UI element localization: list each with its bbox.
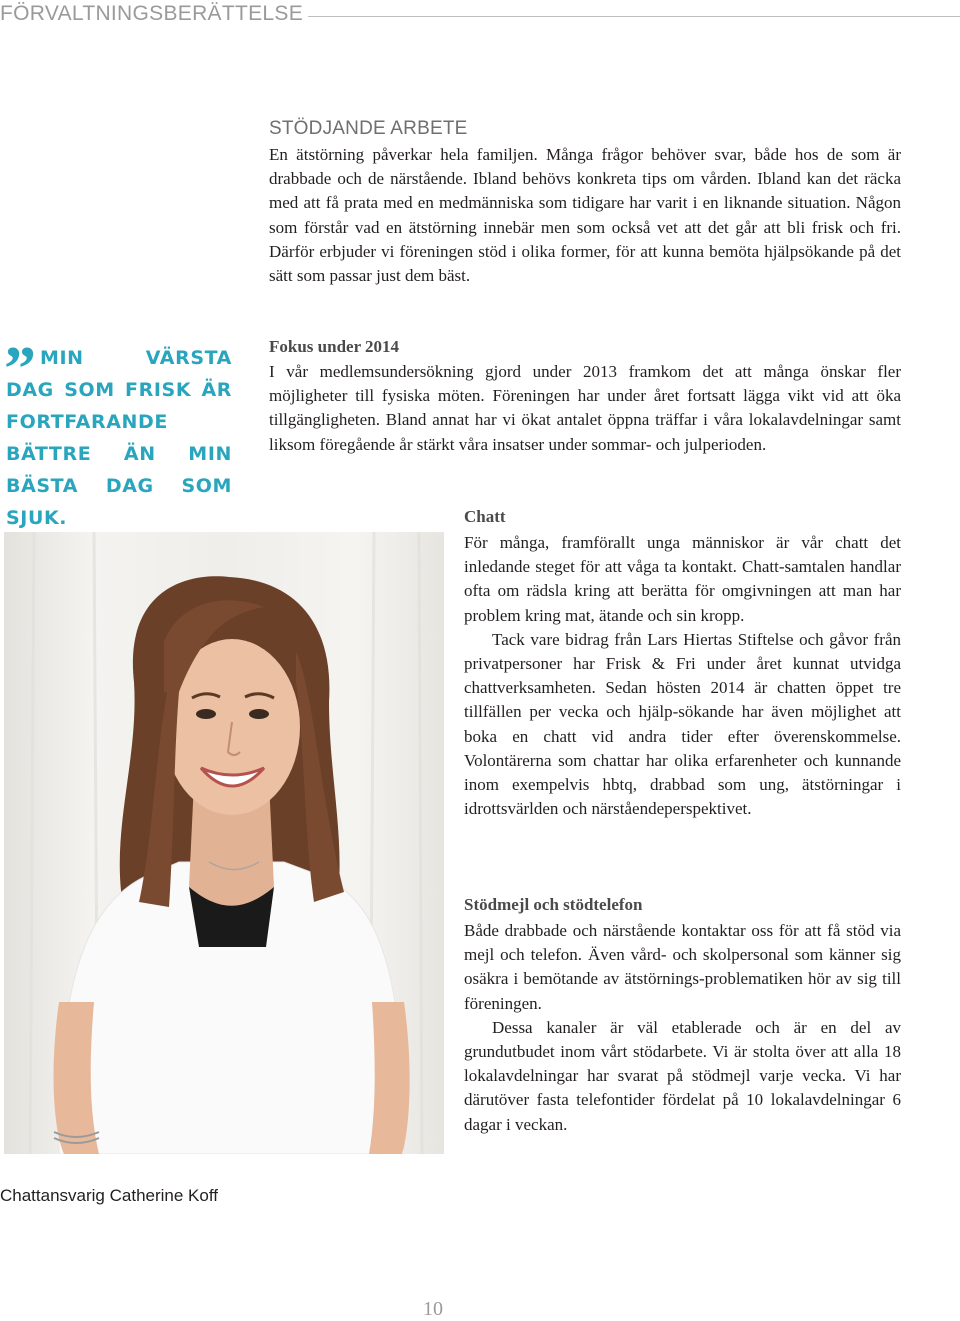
heading-stodmejl: Stödmejl och stödtelefon (464, 895, 643, 914)
header-rule (308, 16, 960, 17)
pull-quote-text: MIN VÄRSTA DAG SOM FRISK ÄR FORTFARANDE BÄTTRE ÄN MIN BÄSTA DAG SOM SJUK. (6, 347, 232, 529)
pull-quote (6, 342, 232, 534)
chatt-paragraph-1: För många, framförallt unga människor är vår chatt det inledande steget för att våga ta kontakt. Chatt-samtalen handlar ofta om rädsla kring att berätta för omgivningen att man har problem kring mat, ätande och sin kropp. (464, 533, 901, 625)
chatt-paragraph-2: Tack vare bidrag från Lars Hiertas Stiftelse och gåvor från privatpersoner har Frisk & Fri under året kunnat utvidga chattverksamheten. Sedan hösten 2014 är chatten öppet tre tillfällen per vecka och hjälp-sökande har även möjlighet att boka en chatt vid andra tider efter överenskommelse. Volontärerna som chattar har olika erfarenheter och kunnande inom exempelvis hbtq, drabbad som ung, ätstörningar i idrottsvärlden och närståendeperspektivet. (464, 629, 901, 819)
chatt-paragraphs (464, 531, 901, 821)
intro-paragraph: En ätstörning påverkar hela familjen. Många frågor behöver svar, både hos de som är drabbade och de närstående. Ibland behövs konkreta tips om vården. Ibland kan det räcka med att få prata med en medmänniska som tidigare har varit i en liknande situation. Någon som förstår vad en ätstörning innebär men som också vet att det går att bli frisk och fri. Därför erbjuder vi föreningen stöd i olika former, för att kunna bemöta hjälpsökande på det sätt som passar just dem bäst. (269, 145, 901, 286)
stodmejl-paragraph-2: Dessa kanaler är väl etablerade och är en del av grundutbudet inom vårt stödarbete. Vi är stolta över att alla 18 lokalavdelningar har svarat på stödmejl varje vecka. Vi har därutöver fasta telefontider fördelat på 10 lokalavdelningar 6 dagar i veckan. (464, 1017, 901, 1134)
photo-caption: Chattansvarig Catherine Koff (0, 1186, 218, 1205)
heading-fokus: Fokus under 2014 (269, 337, 400, 356)
page-header (0, 0, 960, 40)
heading-chatt: Chatt (464, 507, 506, 526)
quote-mark-icon: ” (4, 333, 30, 404)
header-title: FÖRVALTNINGSBERÄTTELSE (0, 2, 303, 25)
portrait-illustration (4, 532, 444, 1154)
page-number: 10 (423, 1298, 443, 1320)
section-heading-stodjande: STÖDJANDE ARBETE (269, 118, 468, 139)
portrait-photo (4, 532, 444, 1154)
stodmejl-paragraphs (464, 919, 901, 1137)
fokus-paragraph: I vår medlemsundersökning gjord under 2013 framkom det att många önskar fler möjligheter till fysiska möten. Föreningen har under året fortsatt lägga vikt vid att öka tillgängligheten. Bland annat har vi ökat antalet öppna träffar i våra lokalavdelningar samt liksom föregående år stärkt våra insatser under sommar- och julperioden. (269, 362, 901, 454)
stodmejl-paragraph-1: Både drabbade och närstående kontaktar oss för att få stöd via mejl och telefon. Även vård- och skolpersonal som känner sig osäkra i bemötande av ätstörnings-problematiken hör av sig till föreningen. (464, 921, 901, 1013)
